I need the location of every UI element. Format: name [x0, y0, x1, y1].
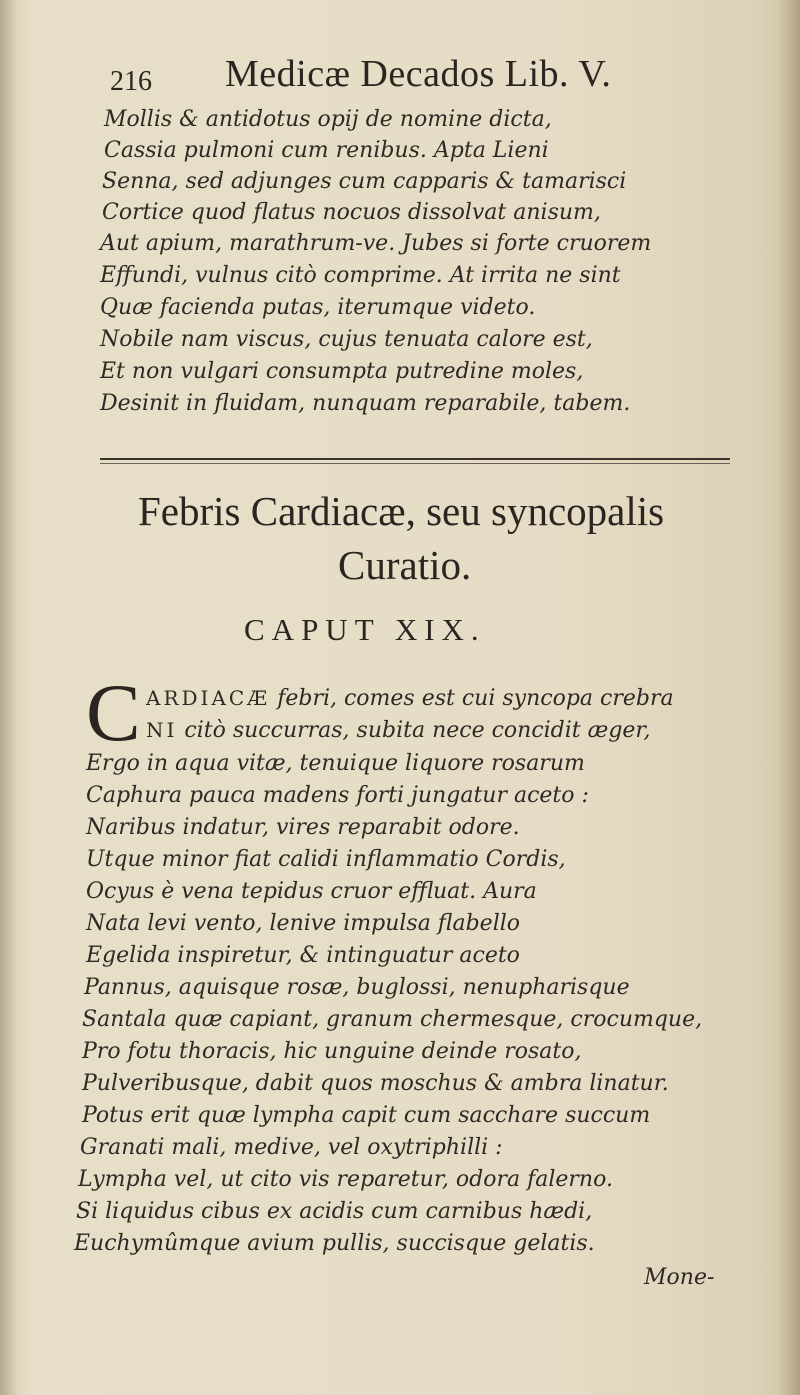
- verse-line: Desinit in fluidam, nunquam reparabile, tabem.: [100, 391, 631, 416]
- verse-line-second: [146, 716, 651, 745]
- verse-line: Nobile nam viscus, cujus tenuata calore est,: [100, 327, 593, 352]
- verse-line: Utque minor fiat calidi inflammatio Cordis,: [86, 847, 566, 872]
- verse-line: Pro fotu thoracis, hic unguine deinde rosato,: [82, 1039, 582, 1064]
- verse-line: Potus erit quæ lympha capit cum sacchare succum: [82, 1103, 651, 1128]
- verse-line: Cortice quod flatus nocuos dissolvat anisum,: [102, 200, 601, 225]
- verse-line: Aut apium, marathrum-ve. Jubes si forte cruorem: [100, 231, 652, 256]
- running-header: [110, 52, 750, 102]
- running-title: Medicæ Decados Lib. V.: [225, 53, 612, 95]
- verse-line: Pulveribusque, dabit quos moschus & ambra linatur.: [82, 1071, 669, 1096]
- verse-line: Granati mali, medive, vel oxytriphilli :: [80, 1135, 503, 1160]
- verse-line: Nata levi vento, lenive impulsa flabello: [86, 911, 521, 936]
- verse-line: Ergo in aqua vitæ, tenuique liquore rosarum: [86, 751, 585, 776]
- page-number: 216: [110, 66, 152, 97]
- verse-line: Effundi, vulnus citò comprime. At irrita ne sint: [100, 263, 621, 288]
- chapter-heading: CAPUT XIX.: [244, 612, 486, 647]
- verse-text: febri, comes est cui syncopa crebra: [277, 686, 674, 711]
- verse-text: citò succurras, subita nece concidit æger,: [184, 718, 651, 743]
- verse-line: Mollis & antidotus opij de nomine dicta,: [104, 107, 552, 132]
- verse-line: Lympha vel, ut cito vis reparetur, odora falerno.: [78, 1167, 613, 1192]
- verse-line: Naribus indatur, vires reparabit odore.: [86, 815, 520, 840]
- page-edge-shadow: [778, 0, 800, 1395]
- drop-cap: C: [86, 667, 141, 758]
- verse-line: Santala quæ capiant, granum chermesque, crocumque,: [82, 1007, 703, 1032]
- catchword: Mone-: [644, 1265, 715, 1290]
- verse-line: Pannus, aquisque rosæ, buglossi, nenupharisque: [84, 975, 630, 1000]
- section-title-line1: Febris Cardiacæ, seu syncopalis: [138, 488, 665, 534]
- page-gutter-shadow: [0, 0, 18, 1395]
- verse-line: Senna, sed adjunges cum capparis & tamarisci: [102, 169, 627, 194]
- small-caps-word: ARDIACÆ: [146, 686, 271, 710]
- verse-line-first: [146, 684, 674, 713]
- verse-line: Si liquidus cibus ex acidis cum carnibus hædi,: [76, 1199, 593, 1224]
- verse-line: Euchymûmque avium pullis, succisque gelatis.: [74, 1231, 595, 1256]
- verse-line: Quæ facienda putas, iterumque videto.: [100, 295, 536, 320]
- section-title-line2: Curatio.: [338, 542, 472, 588]
- verse-line: Caphura pauca madens forti jungatur aceto :: [86, 783, 589, 808]
- verse-line: Et non vulgari consumpta putredine moles,: [100, 359, 584, 384]
- section-divider: [100, 458, 730, 460]
- section-divider-thin: [100, 463, 730, 464]
- verse-line: Ocyus è vena tepidus cruor effluat. Aura: [86, 879, 537, 904]
- verse-line: Cassia pulmoni cum renibus. Apta Lieni: [104, 138, 549, 163]
- verse-line: Egelida inspiretur, & intinguatur aceto: [86, 943, 520, 968]
- small-caps-word: NI: [146, 718, 178, 742]
